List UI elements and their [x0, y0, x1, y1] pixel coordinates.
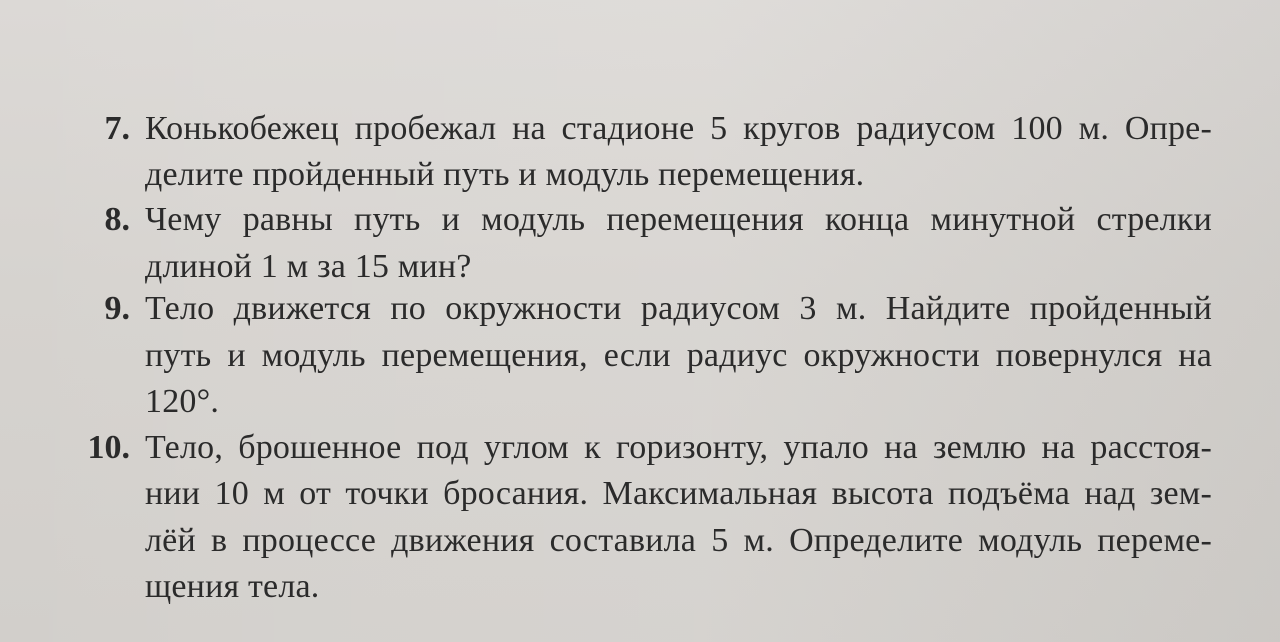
problem-text-line: Тело, брошенное под углом к горизонту, упало на землю на расстоя- [145, 429, 1212, 466]
problem-text-line: Конькобежец пробежал на стадионе 5 кругов радиусом 100 м. Опре- [145, 110, 1212, 147]
problem-text-line: нии 10 м от точки бросания. Максимальная высота подъёма над зем- [145, 475, 1212, 512]
problem-number: 8. [104, 201, 130, 238]
problem-text-line: путь и модуль перемещения, если радиус окружности повернулся на [145, 337, 1212, 374]
problem-text-line: делите пройденный путь и модуль перемещения. [145, 156, 865, 193]
problem-text-line: Чему равны путь и модуль перемещения конца минутной стрелки [145, 201, 1212, 238]
problem-text-line: лёй в процессе движения составила 5 м. Определите модуль переме- [145, 522, 1212, 559]
problem-number: 10. [87, 429, 130, 466]
problem-number: 9. [104, 290, 130, 327]
problem-text-line: длиной 1 м за 15 мин? [145, 248, 472, 285]
problem-text-line: щения тела. [145, 568, 320, 605]
problem-text-line: Тело движется по окружности радиусом 3 м. Найдите пройденный [145, 290, 1212, 327]
problem-text-line: 120°. [145, 383, 220, 420]
problem-number: 7. [104, 110, 130, 147]
